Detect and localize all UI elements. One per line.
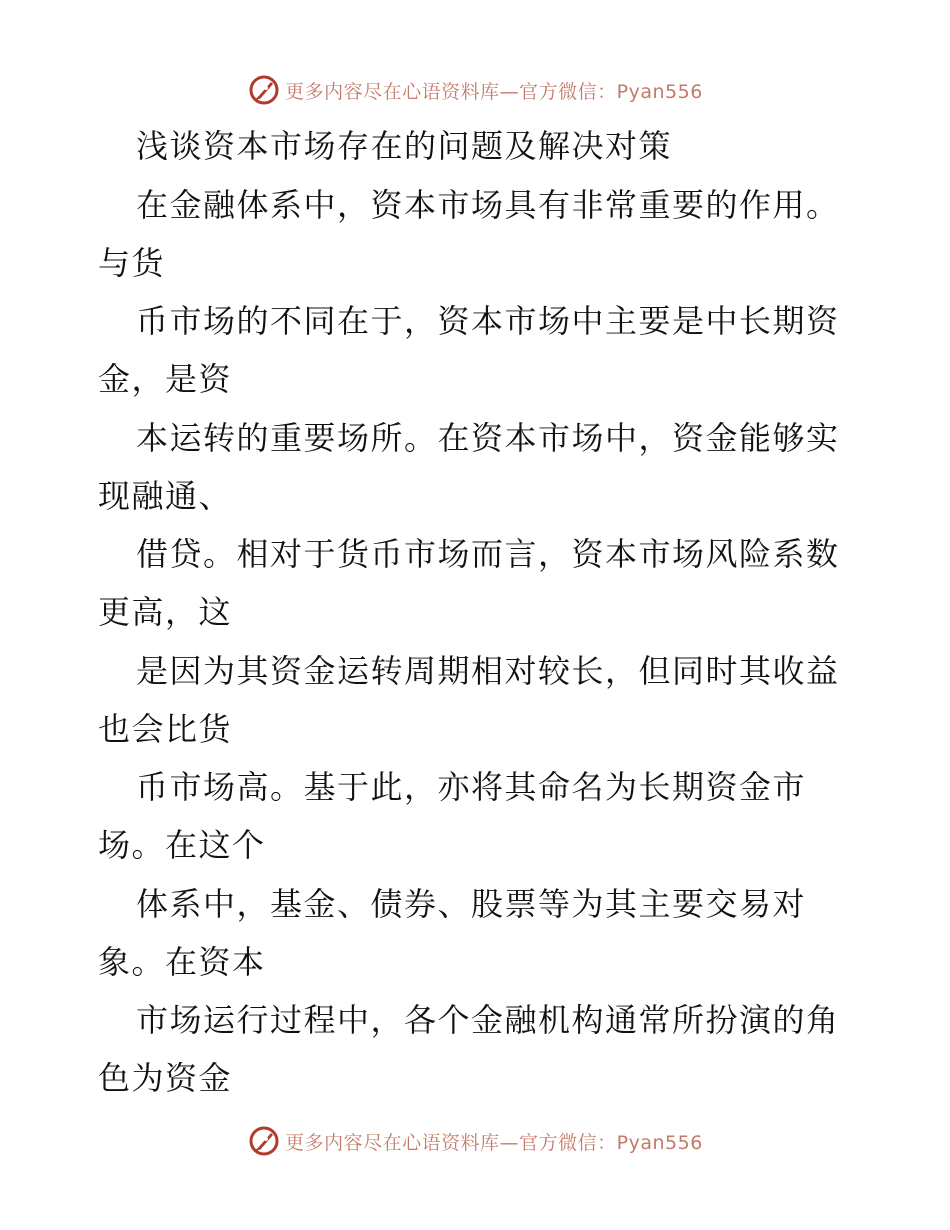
text-line: 更高，这 bbox=[98, 593, 233, 631]
text-line: 在金融体系中，资本市场具有非常重要的作用。 bbox=[136, 186, 840, 224]
text-line: 也会比货 bbox=[98, 710, 233, 748]
text-line: 象。在资本 bbox=[98, 943, 266, 981]
text-line: 场。在这个 bbox=[98, 826, 266, 864]
text-line: 币市场的不同在于，资本市场中主要是中长期资 bbox=[136, 302, 840, 340]
text-line: 币市场高。基于此，亦将其命名为长期资金市 bbox=[136, 768, 807, 806]
text-line: 市场运行过程中，各个金融机构通常所扮演的角 bbox=[136, 1001, 840, 1039]
text-line: 是因为其资金运转周期相对较长，但同时其收益 bbox=[136, 652, 840, 690]
text-line: 本运转的重要场所。在资本市场中，资金能够实 bbox=[136, 419, 840, 457]
quill-logo-icon bbox=[247, 1124, 281, 1158]
text-line: 现融通、 bbox=[98, 477, 233, 515]
footer-banner bbox=[0, 1121, 950, 1161]
text-line: 借贷。相对于货币市场而言，资本市场风险系数 bbox=[136, 535, 840, 573]
document-title: 浅谈资本市场存在的问题及解决对策 bbox=[136, 127, 673, 165]
text-line: 色为资金 bbox=[98, 1059, 233, 1097]
text-line: 与货 bbox=[98, 244, 166, 282]
text-line: 金，是资 bbox=[98, 360, 233, 398]
footer-banner-text: 更多内容尽在心语资料库—官方微信：Pyan556 bbox=[285, 1131, 703, 1154]
header-banner-text: 更多内容尽在心语资料库—官方微信：Pyan556 bbox=[285, 80, 703, 103]
footer-banner-inner bbox=[247, 1124, 703, 1158]
text-line: 体系中，基金、债券、股票等为其主要交易对 bbox=[136, 885, 807, 923]
